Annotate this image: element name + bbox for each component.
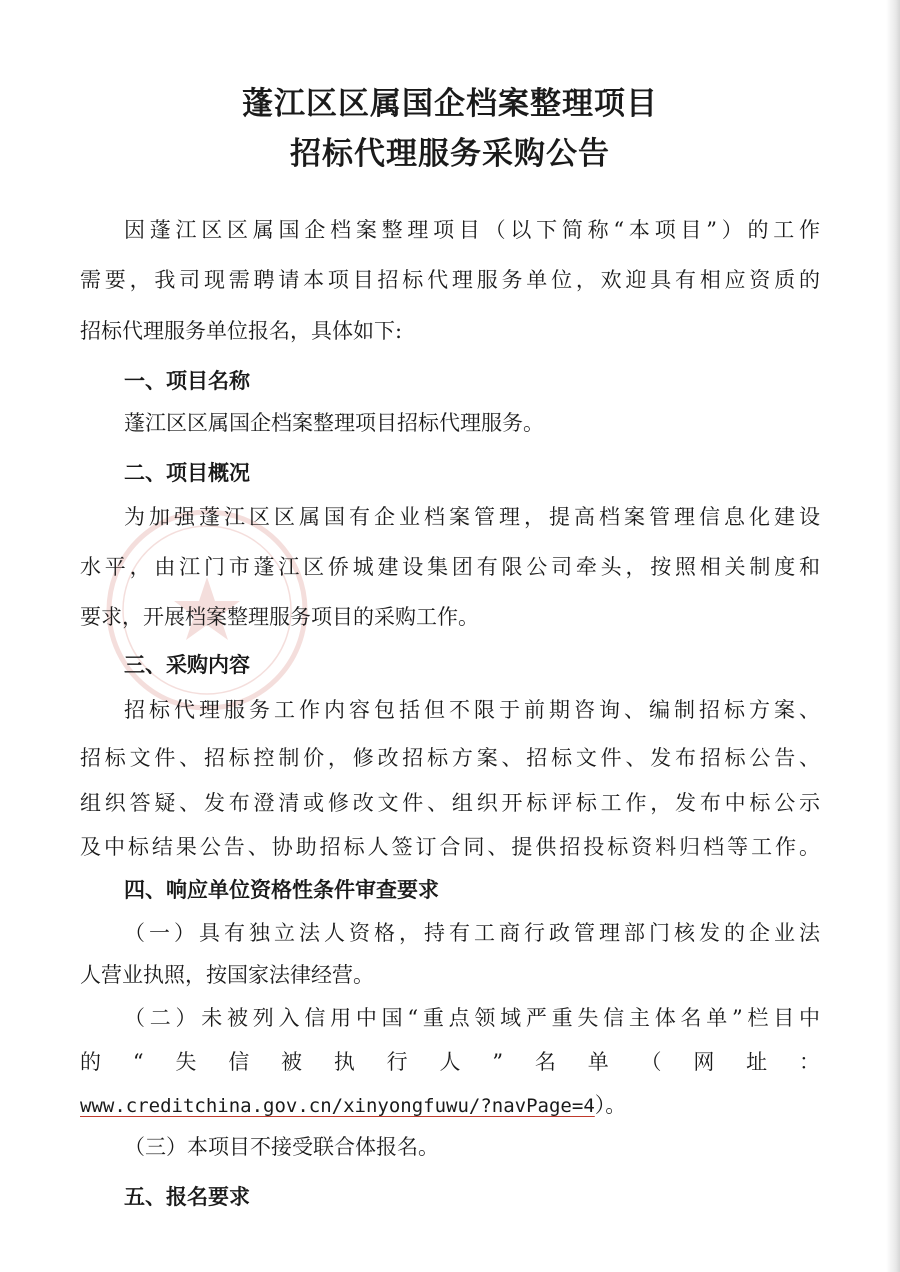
url-closing-punctuation: ）。 bbox=[594, 1093, 627, 1117]
section-2-heading: 二、项目概况 bbox=[124, 461, 250, 485]
section-2-line-1: 为加强蓬江区区属国有企业档案管理，提高档案管理信息化建设 bbox=[124, 505, 820, 529]
section-4-item-2-line-3 bbox=[80, 1090, 820, 1121]
section-3-heading: 三、采购内容 bbox=[124, 653, 250, 677]
section-1-heading: 一、项目名称 bbox=[124, 369, 250, 393]
section-4-item-3: （三）本项目不接受联合体报名。 bbox=[124, 1135, 439, 1159]
document-title-line-2: 招标代理服务采购公告 bbox=[290, 136, 610, 172]
section-2-line-3: 要求，开展档案整理服务项目的采购工作。 bbox=[80, 605, 479, 629]
section-4-item-1-line-1: （一）具有独立法人资格，持有工商行政管理部门核发的企业法 bbox=[124, 921, 820, 945]
section-3-line-3: 组织答疑、发布澄清或修改文件、组织开标评标工作，发布中标公示 bbox=[80, 791, 820, 815]
creditchina-url-link[interactable]: www.creditchina.gov.cn/xinyongfuwu/?navPage=4 bbox=[80, 1095, 595, 1117]
section-1-text: 蓬江区区属国企档案整理项目招标代理服务。 bbox=[124, 411, 544, 435]
section-3-line-1: 招标代理服务工作内容包括但不限于前期咨询、编制招标方案、 bbox=[124, 698, 820, 722]
section-4-item-2-line-1: （二）未被列入信用中国“重点领域严重失信主体名单”栏目中 bbox=[124, 1006, 820, 1030]
intro-line-2: 需要，我司现需聘请本项目招标代理服务单位，欢迎具有相应资质的 bbox=[80, 268, 820, 292]
intro-line-3: 招标代理服务单位报名，具体如下: bbox=[80, 319, 403, 343]
section-3-line-2: 招标文件、招标控制价，修改招标方案、招标文件、发布招标公告、 bbox=[80, 746, 820, 770]
section-4-heading: 四、响应单位资格性条件审查要求 bbox=[124, 878, 439, 902]
section-5-heading: 五、报名要求 bbox=[124, 1185, 250, 1209]
section-2-line-2: 水平，由江门市蓬江区侨城建设集团有限公司牵头，按照相关制度和 bbox=[80, 555, 820, 579]
section-4-item-2-line-2: 的“失信被执行人”名单（网址： bbox=[80, 1050, 820, 1074]
section-4-item-1-line-2: 人营业执照，按国家法律经营。 bbox=[80, 963, 374, 987]
document-title-line-1: 蓬江区区属国企档案整理项目 bbox=[242, 86, 658, 122]
page-edge-shadow bbox=[886, 0, 900, 1272]
intro-line-1: 因蓬江区区属国企档案整理项目（以下简称“本项目”）的工作 bbox=[124, 218, 820, 242]
section-3-line-4: 及中标结果公告、协助招标人签订合同、提供招投标资料归档等工作。 bbox=[80, 835, 820, 859]
